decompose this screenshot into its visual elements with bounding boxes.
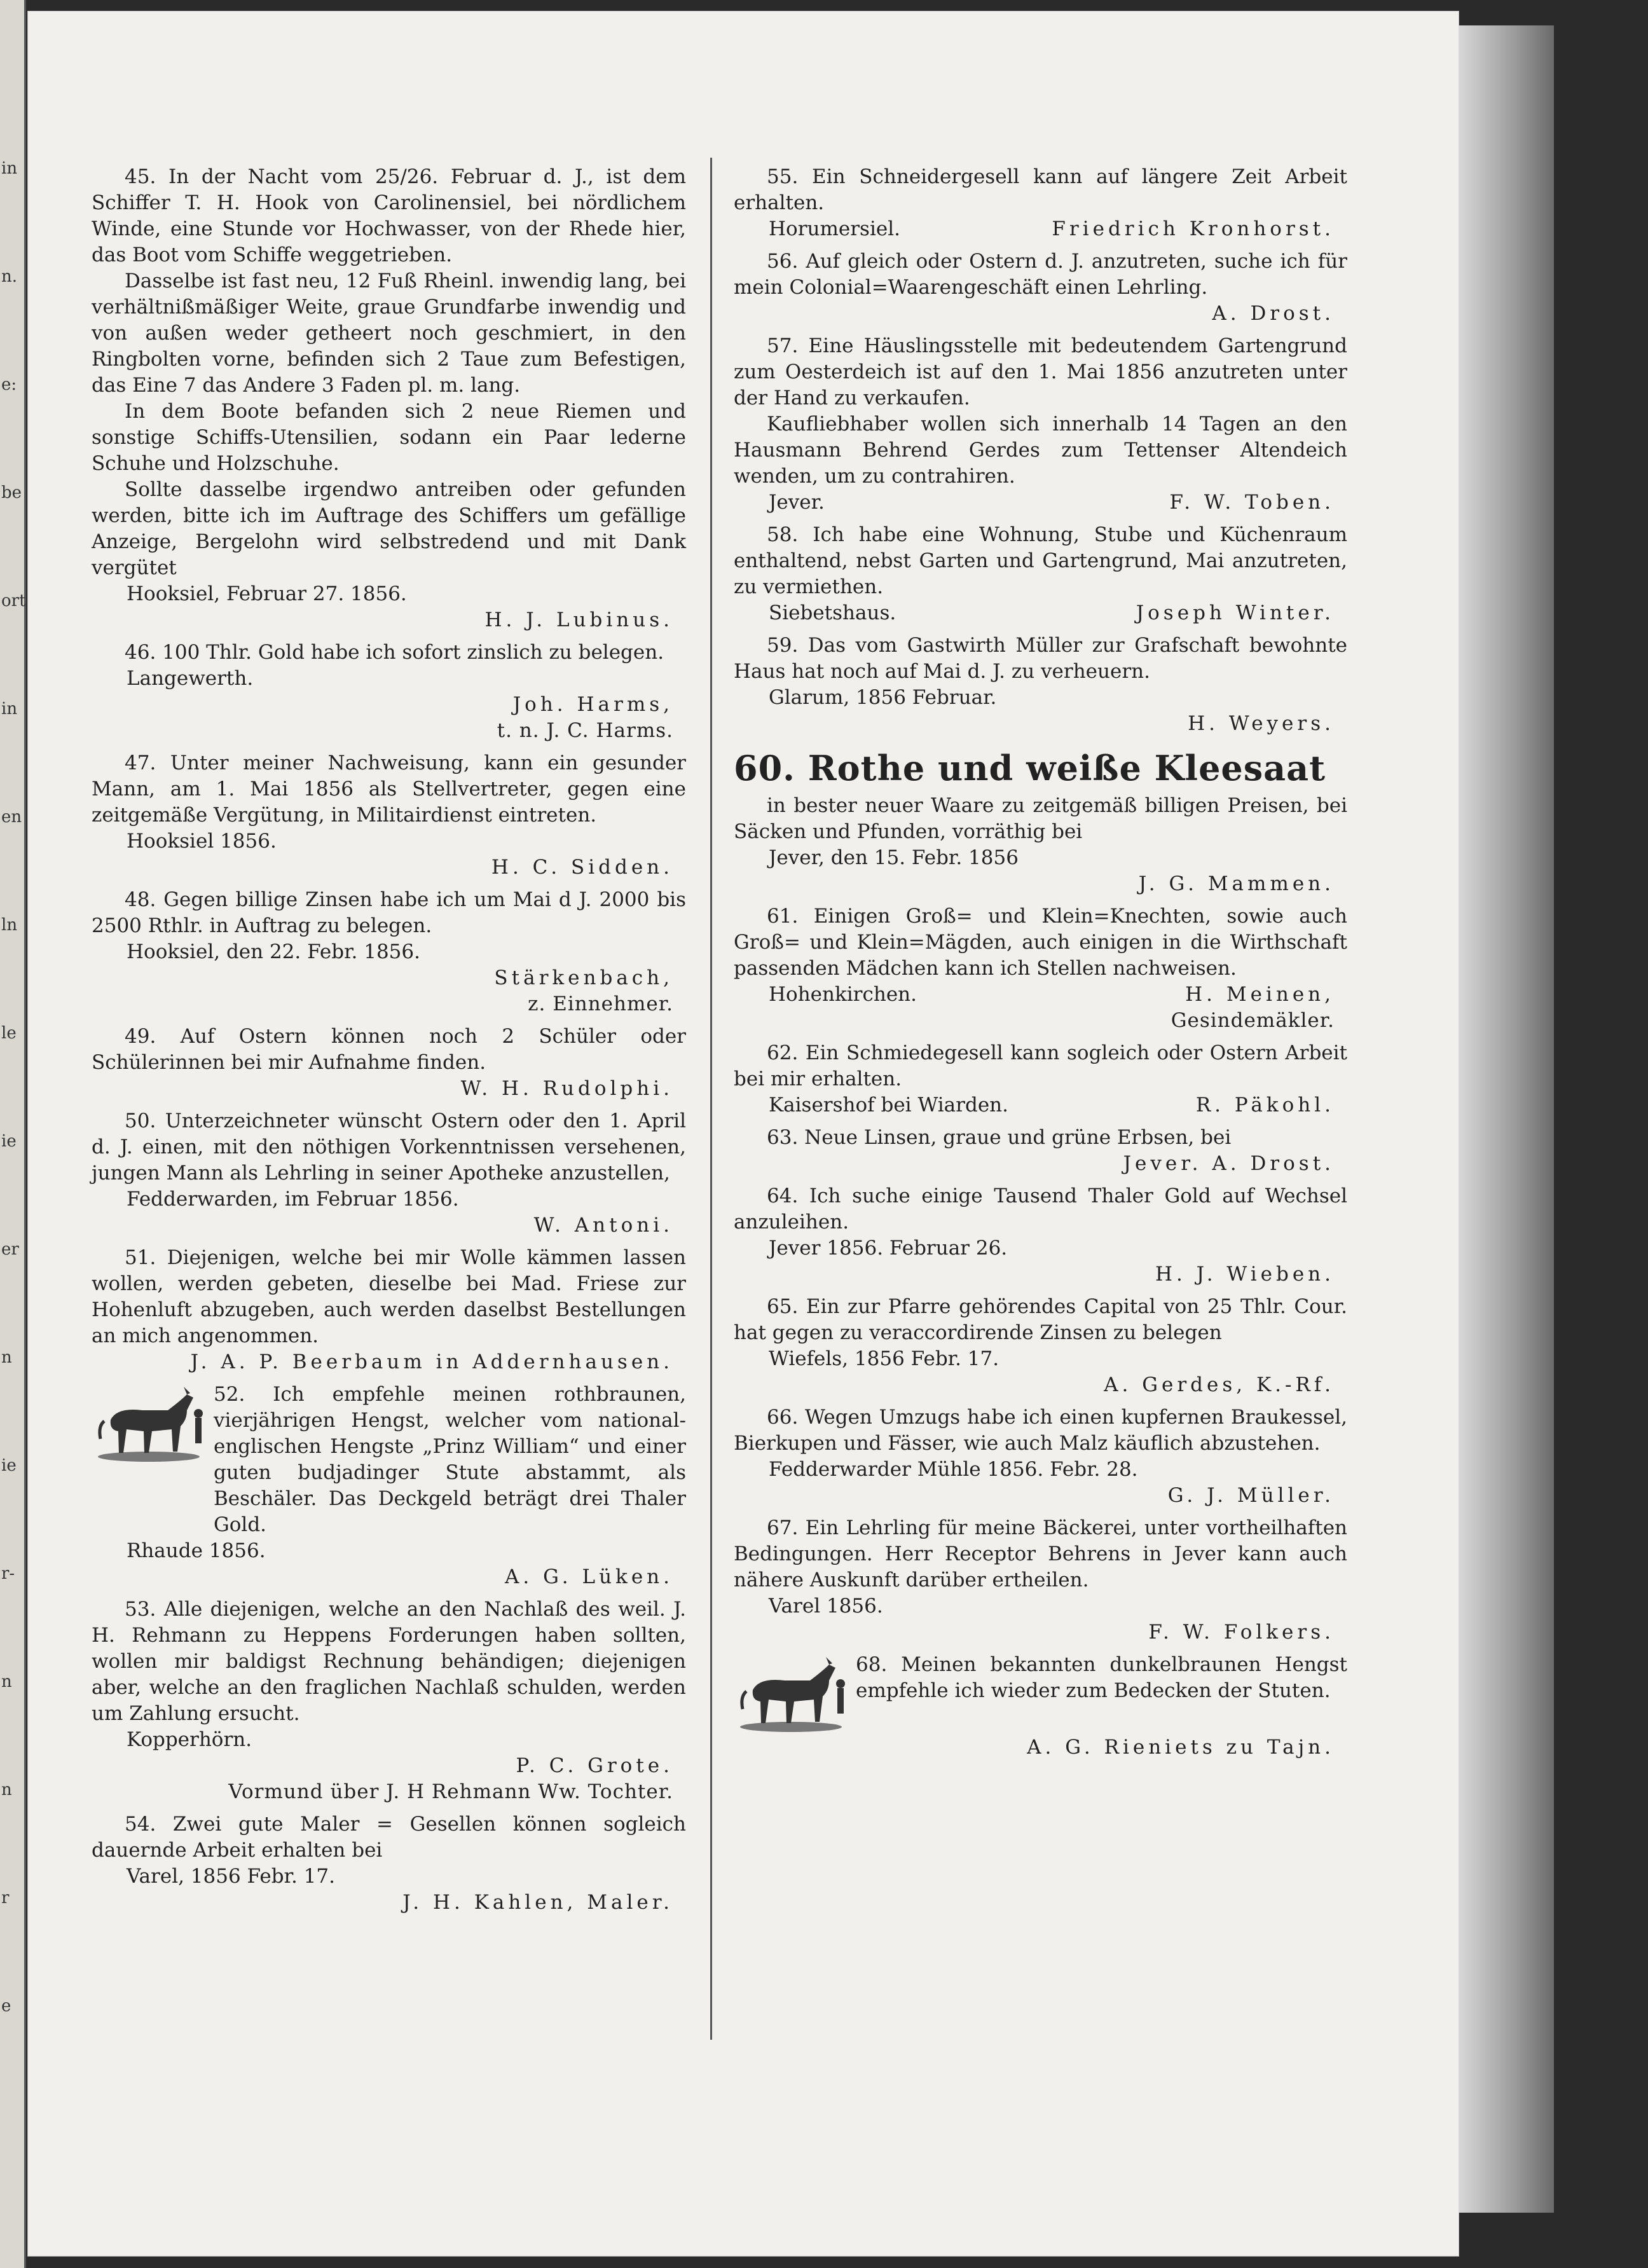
horse-ad	[734, 1652, 1347, 1735]
advertisement-49	[92, 1024, 686, 1102]
margin-fragment: in	[1, 159, 18, 178]
advertisement-47	[92, 750, 686, 881]
ad-place: Siebetshaus.	[769, 601, 896, 624]
ad-place: Fedderwarder Mühle 1856. Febr. 28.	[769, 1458, 1138, 1481]
ad-headline: 60. Rothe und weiße Kleesaat	[734, 748, 1326, 788]
ad-text: 54. Zwei gute Maler = Gesellen können sogleich dauernde Arbeit erhalten bei	[92, 1813, 686, 1862]
ad-place: Horumersiel.	[769, 217, 900, 240]
ad-signature: Stärkenbach,	[494, 966, 673, 989]
ad-signature-line2: t. n. J. C. Harms.	[497, 719, 673, 742]
margin-fragment: n	[1, 1780, 12, 1799]
advertisement-48	[92, 887, 686, 1017]
advertisement-51	[92, 1245, 686, 1375]
ad-signature: J. H. Kahlen, Maler.	[402, 1891, 673, 1914]
ad-signature: F. W. Toben.	[1169, 491, 1335, 514]
advertisement-65	[734, 1294, 1347, 1398]
margin-fragment: ie	[1, 1456, 17, 1475]
ad-text: 46. 100 Thlr. Gold habe ich sofort zinslich zu belegen.	[125, 641, 664, 664]
ad-text: 67. Ein Lehrling für meine Bäckerei, unter vortheilhaften Bedingungen. Herr Receptor Behrens in Jever kann auch nähere Auskunft darüber ertheilen.	[734, 1516, 1347, 1591]
ad-place: Jever 1856. Februar 26.	[769, 1237, 1008, 1260]
ad-text: 47. Unter meiner Nachweisung, kann ein gesunder Mann, am 1. Mai 1856 als Stellvertreter, gegen eine zeitgemäße Vergütung, in Militairdienst eintreten.	[92, 752, 686, 827]
left-column	[92, 164, 686, 1922]
ad-place: Kaisershof bei Wiarden.	[769, 1094, 1008, 1117]
ad-place: Rhaude 1856.	[127, 1539, 266, 1562]
advertisement-58	[734, 522, 1347, 626]
ad-place: Langewerth.	[127, 667, 254, 690]
ad-signature-row	[734, 600, 1347, 626]
margin-fragment: be	[1, 483, 22, 502]
margin-fragment: le	[1, 1024, 17, 1043]
ad-signature: F. W. Folkers.	[1148, 1621, 1335, 1644]
ad-place: Wiefels, 1856 Febr. 17.	[769, 1347, 999, 1370]
advertisement-46	[92, 640, 686, 744]
ad-signature: W. H. Rudolphi.	[460, 1077, 673, 1100]
margin-fragment: r-	[1, 1564, 15, 1583]
ad-signature: H. Weyers.	[1188, 712, 1335, 735]
ad-text: 51. Diejenigen, welche bei mir Wolle kämmen lassen wollen, werden gebeten, dieselbe bei Mad. Friese zur Hohenluft abzugeben, auch werden daselbst Bestellungen an mich angenommen.	[92, 1246, 686, 1347]
horse-ad-text	[856, 1652, 1347, 1704]
ad-text: 65. Ein zur Pfarre gehörendes Capital von 25 Thlr. Cour. hat gegen zu veraccordirende Zinsen zu belegen	[734, 1295, 1347, 1344]
ad-place: Hohenkirchen.	[769, 983, 917, 1006]
ad-text: 61. Einigen Groß= und Klein=Knechten, sowie auch Groß= und Klein=Mägden, auch einigen in die Wirthschaft passenden Mädchen kann ich Stellen nachweisen.	[734, 905, 1347, 980]
ad-place: Kopperhörn.	[127, 1728, 252, 1751]
ad-text: 53. Alle diejenigen, welche an den Nachlaß des weil. J. H. Rehmann zu Heppens Forderungen haben sollten, wollen mir baldigst Rechnung behändigen; diejenigen aber, welche an den fraglichen Nachlaß schulden, werden um Zahlung ersucht.	[92, 1598, 686, 1725]
ad-text: 55. Ein Schneidergesell kann auf längere Zeit Arbeit erhalten.	[734, 165, 1347, 214]
advertisement-59	[734, 633, 1347, 737]
ad-text: 63. Neue Linsen, graue und grüne Erbsen, bei	[767, 1126, 1232, 1149]
ad-signature-row	[734, 216, 1347, 242]
right-column	[734, 164, 1347, 1767]
ad-place: Jever.	[769, 491, 825, 514]
ad-text: 66. Wegen Umzugs habe ich einen kupfernen Braukessel, Bierkupen und Fässer, wie auch Malz käuflich abzustehen.	[734, 1406, 1347, 1455]
margin-fragment: n.	[1, 267, 18, 286]
ad-place: Varel, 1856 Febr. 17.	[127, 1865, 335, 1888]
ad-signature-row	[734, 982, 1347, 1008]
ad-signature: A. Drost.	[1212, 302, 1335, 325]
ad-text: 56. Auf gleich oder Ostern d. J. anzutreten, suche ich für mein Colonial=Waarengeschäft einen Lehrling.	[734, 250, 1347, 299]
ad-signature: Jever. A. Drost.	[1123, 1152, 1335, 1175]
ad-text: 58. Ich habe eine Wohnung, Stube und Küchenraum enthaltend, nebst Garten und Gartengrund, Mai anzutreten, zu vermiethen.	[734, 523, 1347, 598]
advertisement-63	[734, 1125, 1347, 1177]
previous-page-edge	[0, 0, 26, 2268]
ad-signature-row	[734, 490, 1347, 516]
ad-signature: R. Päkohl.	[1195, 1094, 1335, 1117]
ad-place: Hooksiel 1856.	[127, 830, 277, 853]
margin-fragment: e:	[1, 375, 17, 394]
horse-icon	[734, 1652, 848, 1735]
advertisement-66	[734, 1405, 1347, 1509]
ad-signature: A. G. Lüken.	[505, 1565, 673, 1588]
ad-text: 68. Meinen bekannten dunkelbraunen Hengst empfehle ich wieder zum Bedecken der Stuten.	[856, 1653, 1347, 1702]
ad-signature: G. J. Müller.	[1167, 1484, 1335, 1507]
ad-place: Jever, den 15. Febr. 1856	[769, 846, 1019, 869]
ad-signature: H. C. Sidden.	[491, 856, 673, 879]
advertisement-62	[734, 1040, 1347, 1118]
advertisement-55	[734, 164, 1347, 242]
ad-text: 57. Eine Häuslingsstelle mit bedeutendem Gartengrund zum Oesterdeich ist auf den 1. Mai 1856 anzutreten unter der Hand zu verkaufen.	[734, 334, 1347, 409]
advertisement-50	[92, 1108, 686, 1239]
ad-text: 52. Ich empfehle meinen rothbraunen, vierjährigen Hengst, welcher vom national-englischen Hengste „Prinz William“ und einer guten budjadinger Stute abstammt, als Beschäler. Das Deckgeld beträgt drei Thaler Gold.	[214, 1383, 686, 1536]
column-divider	[710, 158, 712, 2040]
ad-place: Glarum, 1856 Februar.	[769, 686, 997, 709]
advertisement-60	[734, 747, 1347, 897]
margin-fragment: er	[1, 1240, 19, 1259]
ad-place: Hooksiel, den 22. Febr. 1856.	[127, 940, 420, 963]
margin-fragment: ort	[1, 591, 26, 610]
margin-fragment: r	[1, 1888, 10, 1907]
ad-signature: A. G. Rieniets zu Tajn.	[1027, 1736, 1335, 1759]
advertisement-54	[92, 1811, 686, 1916]
ad-signature: J. A. P. Beerbaum in Addernhausen.	[190, 1350, 673, 1373]
ad-signature: Joh. Harms,	[512, 693, 673, 716]
ad-text: Sollte dasselbe irgendwo antreiben oder gefunden werden, bitte ich im Auftrage des Schiffers um gefällige Anzeige, Bergelohn wird selbstredend und mit Dank vergütet	[92, 478, 686, 579]
ad-place: Hooksiel, Februar 27. 1856.	[127, 582, 407, 605]
ad-signature: H. J. Wieben.	[1155, 1263, 1335, 1286]
margin-fragment: n	[1, 1672, 12, 1691]
advertisement-45	[92, 164, 686, 633]
ad-signature: Joseph Winter.	[1136, 601, 1335, 624]
ad-signature: A. Gerdes, K.-Rf.	[1104, 1373, 1335, 1396]
ad-place: Fedderwarden, im Februar 1856.	[127, 1188, 459, 1211]
ad-signature: P. C. Grote.	[516, 1754, 673, 1777]
book-edge	[1459, 25, 1554, 2213]
advertisement-64	[734, 1183, 1347, 1288]
advertisement-67	[734, 1515, 1347, 1646]
ad-text: 48. Gegen billige Zinsen habe ich um Mai d J. 2000 bis 2500 Rthlr. in Auftrag zu belegen.	[92, 888, 686, 937]
ad-signature-line2: z. Einnehmer.	[528, 993, 673, 1015]
advertisement-56	[734, 249, 1347, 327]
margin-fragment: en	[1, 808, 22, 827]
ad-signature-line2: Vormund über J. H Rehmann Ww. Tochter.	[228, 1780, 673, 1803]
horse-ad	[92, 1382, 686, 1538]
margin-fragment: ie	[1, 1132, 17, 1151]
ad-text: Dasselbe ist fast neu, 12 Fuß Rheinl. inwendig lang, bei verhältnißmäßiger Weite, graue Grundfarbe inwendig und von außen weder getheert noch geschmiert, in den Ringbolten vorne, befinden sich 2 Taue zum Befestigen, das Eine 7 das Andere 3 Faden pl. m. lang.	[92, 270, 686, 397]
ad-text: 49. Auf Ostern können noch 2 Schüler oder Schülerinnen bei mir Aufnahme finden.	[92, 1025, 686, 1074]
ad-signature: H. Meinen,	[1185, 983, 1335, 1006]
ad-text: Kaufliebhaber wollen sich innerhalb 14 Tagen an den Hausmann Behrend Gerdes zum Tettenser Altendeich wenden, um zu contrahiren.	[734, 413, 1347, 488]
ad-signature: Friedrich Kronhorst.	[1052, 217, 1335, 240]
horse-icon	[92, 1382, 206, 1464]
margin-fragment: e	[1, 1997, 11, 2016]
margin-fragment: ln	[1, 916, 18, 935]
horse-ad-text	[214, 1382, 686, 1538]
ad-signature-line2: Gesindemäkler.	[1171, 1009, 1335, 1032]
newspaper-page	[28, 11, 1459, 2256]
ad-text: 45. In der Nacht vom 25/26. Februar d. J., ist dem Schiffer T. H. Hook von Carolinensiel, bei nördlichem Winde, eine Stunde vor Hochwasser, von der Rhede hier, das Boot vom Schiffe weggetrieben.	[92, 165, 686, 266]
ad-text: 64. Ich suche einige Tausend Thaler Gold auf Wechsel anzuleihen.	[734, 1185, 1347, 1234]
margin-fragment: in	[1, 699, 18, 718]
ad-text: 59. Das vom Gastwirth Müller zur Grafschaft bewohnte Haus hat noch auf Mai d. J. zu verheuern.	[734, 634, 1347, 683]
ad-place: Varel 1856.	[769, 1595, 883, 1618]
ad-signature-row	[734, 1092, 1347, 1118]
ad-text: 50. Unterzeichneter wünscht Ostern oder den 1. April d. J. einen, mit den nöthigen Vorkenntnissen versehenen, jungen Mann als Lehrling in seiner Apotheke anzustellen,	[92, 1110, 686, 1185]
advertisement-53	[92, 1597, 686, 1805]
advertisement-57	[734, 333, 1347, 516]
advertisement-61	[734, 904, 1347, 1034]
ad-text: in bester neuer Waare zu zeitgemäß billigen Preisen, bei Säcken und Pfunden, vorräthig bei	[734, 794, 1347, 843]
ad-text: 62. Ein Schmiedegesell kann sogleich oder Ostern Arbeit bei mir erhalten.	[734, 1041, 1347, 1090]
ad-text: In dem Boote befanden sich 2 neue Riemen und sonstige Schiffs-Utensilien, sodann ein Paar lederne Schuhe und Holzschuhe.	[92, 400, 686, 475]
advertisement-52	[92, 1382, 686, 1590]
advertisement-68	[734, 1652, 1347, 1761]
ad-signature: H. J. Lubinus.	[484, 608, 673, 631]
margin-fragment: n	[1, 1348, 12, 1367]
ad-signature: W. Antoni.	[533, 1214, 673, 1237]
ad-signature: J. G. Mammen.	[1138, 872, 1335, 895]
